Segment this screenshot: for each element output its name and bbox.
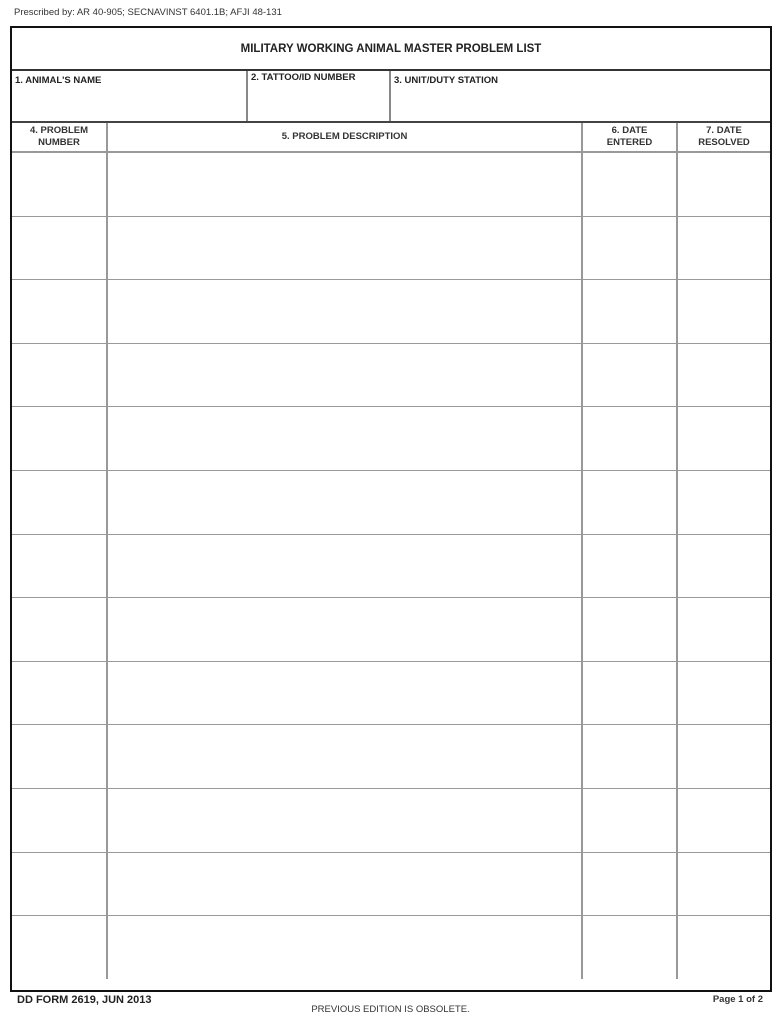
table-cell <box>582 470 677 534</box>
table-cell <box>107 152 582 216</box>
table-row <box>12 534 770 598</box>
tattoo-id-label: 2. TATTOO/ID NUMBER <box>251 72 356 83</box>
problem-number-input[interactable] <box>12 344 106 407</box>
problem-table <box>12 123 770 979</box>
column-header-date-entered: 6. DATE ENTERED <box>582 123 677 152</box>
unit-duty-station-input[interactable] <box>394 94 767 118</box>
table-cell <box>677 470 770 534</box>
form-number: DD FORM 2619, JUN 2013 <box>17 994 152 1006</box>
table-cell <box>582 852 677 916</box>
table-cell <box>107 343 582 407</box>
problem-number-input[interactable] <box>12 916 106 979</box>
table-row <box>12 916 770 979</box>
page-indicator: Page 1 of 2 <box>712 994 763 1005</box>
date-resolved-input[interactable] <box>678 853 770 916</box>
animal-name-input[interactable] <box>15 94 243 118</box>
table-cell <box>677 852 770 916</box>
table-cell <box>677 661 770 725</box>
table-cell <box>677 343 770 407</box>
table-cell <box>12 534 107 598</box>
problem-number-input[interactable] <box>12 725 106 788</box>
problem-description-input[interactable] <box>108 850 581 913</box>
date-resolved-input[interactable] <box>678 217 770 280</box>
table-cell <box>107 534 582 598</box>
table-cell <box>582 216 677 280</box>
date-entered-input[interactable] <box>583 662 676 725</box>
date-resolved-input[interactable] <box>678 662 770 725</box>
table-cell <box>107 280 582 344</box>
date-entered-input[interactable] <box>583 789 676 852</box>
date-resolved-input[interactable] <box>678 471 770 534</box>
table-cell <box>12 216 107 280</box>
table-cell <box>677 725 770 789</box>
problem-description-input[interactable] <box>108 151 581 214</box>
table-cell <box>677 280 770 344</box>
table-cell <box>12 598 107 662</box>
date-entered-input[interactable] <box>583 344 676 407</box>
problem-number-input[interactable] <box>12 280 106 343</box>
animal-name-field <box>12 71 248 121</box>
column-header-date-resolved: 7. DATE RESOLVED <box>677 123 770 152</box>
table-cell <box>677 407 770 471</box>
form-title: MILITARY WORKING ANIMAL MASTER PROBLEM LIST <box>12 28 770 71</box>
problem-description-input[interactable] <box>108 659 581 722</box>
problem-description-input[interactable] <box>108 532 581 595</box>
table-cell <box>582 343 677 407</box>
problem-description-input[interactable] <box>108 468 581 531</box>
table-row <box>12 470 770 534</box>
date-entered-input[interactable] <box>583 407 676 470</box>
table-cell <box>582 788 677 852</box>
date-resolved-input[interactable] <box>678 407 770 470</box>
problem-description-input[interactable] <box>108 596 581 659</box>
date-entered-input[interactable] <box>583 853 676 916</box>
table-cell <box>677 152 770 216</box>
table-row <box>12 788 770 852</box>
problem-description-input[interactable] <box>108 405 581 468</box>
table-row <box>12 152 770 216</box>
table-cell <box>582 598 677 662</box>
date-resolved-input[interactable] <box>678 916 770 979</box>
date-entered-input[interactable] <box>583 217 676 280</box>
date-resolved-input[interactable] <box>678 280 770 343</box>
table-row <box>12 216 770 280</box>
problem-number-input[interactable] <box>12 662 106 725</box>
problem-number-input[interactable] <box>12 407 106 470</box>
table-cell <box>677 788 770 852</box>
date-resolved-input[interactable] <box>678 153 770 216</box>
problem-description-input[interactable] <box>108 214 581 277</box>
table-cell <box>677 598 770 662</box>
problem-number-input[interactable] <box>12 853 106 916</box>
table-cell <box>12 852 107 916</box>
table-cell <box>107 598 582 662</box>
table-cell <box>677 216 770 280</box>
date-resolved-input[interactable] <box>678 535 770 598</box>
date-resolved-input[interactable] <box>678 725 770 788</box>
problem-description-input[interactable] <box>108 723 581 786</box>
table-cell <box>107 661 582 725</box>
table-cell <box>107 788 582 852</box>
identification-fields-row <box>12 71 770 123</box>
table-cell <box>12 343 107 407</box>
table-cell <box>12 725 107 789</box>
problem-description-input[interactable] <box>108 914 581 977</box>
problem-description-input[interactable] <box>108 278 581 341</box>
date-entered-input[interactable] <box>583 598 676 661</box>
problem-number-input[interactable] <box>12 217 106 280</box>
date-resolved-input[interactable] <box>678 598 770 661</box>
date-entered-input[interactable] <box>583 535 676 598</box>
edition-note: PREVIOUS EDITION IS OBSOLETE. <box>311 1004 470 1015</box>
tattoo-id-input[interactable] <box>251 94 386 118</box>
date-entered-input[interactable] <box>583 725 676 788</box>
table-cell <box>12 407 107 471</box>
date-entered-input[interactable] <box>583 153 676 216</box>
column-header-problem-number: 4. PROBLEM NUMBER <box>12 123 107 152</box>
table-cell <box>12 470 107 534</box>
table-cell <box>582 152 677 216</box>
table-cell <box>12 152 107 216</box>
table-cell <box>107 916 582 979</box>
table-cell <box>582 661 677 725</box>
table-cell <box>12 661 107 725</box>
problem-number-input[interactable] <box>12 471 106 534</box>
table-cell <box>107 725 582 789</box>
animal-name-label: 1. ANIMAL'S NAME <box>15 75 102 86</box>
table-cell <box>677 916 770 979</box>
date-entered-input[interactable] <box>583 916 676 979</box>
prescribed-by-text: Prescribed by: AR 40-905; SECNAVINST 6401.1B; AFJI 48-131 <box>14 7 282 18</box>
date-entered-input[interactable] <box>583 280 676 343</box>
table-cell <box>582 725 677 789</box>
unit-duty-station-field <box>391 71 770 121</box>
table-row <box>12 725 770 789</box>
table-cell <box>107 852 582 916</box>
table-cell <box>107 407 582 471</box>
table-row <box>12 598 770 662</box>
tattoo-id-field <box>248 71 391 121</box>
table-cell <box>582 407 677 471</box>
date-resolved-input[interactable] <box>678 344 770 407</box>
unit-duty-station-label: 3. UNIT/DUTY STATION <box>394 75 498 86</box>
problem-number-input[interactable] <box>12 535 106 598</box>
table-cell <box>582 280 677 344</box>
problem-number-input[interactable] <box>12 598 106 661</box>
problem-number-input[interactable] <box>12 153 106 216</box>
problem-description-input[interactable] <box>108 786 581 849</box>
table-cell <box>107 216 582 280</box>
table-cell <box>582 916 677 979</box>
table-cell <box>107 470 582 534</box>
table-row <box>12 852 770 916</box>
date-resolved-input[interactable] <box>678 789 770 852</box>
problem-description-input[interactable] <box>108 341 581 404</box>
problem-list-form <box>10 26 772 992</box>
date-entered-input[interactable] <box>583 471 676 534</box>
table-cell <box>12 916 107 979</box>
table-cell <box>12 280 107 344</box>
table-cell <box>582 534 677 598</box>
table-cell <box>677 534 770 598</box>
table-row <box>12 280 770 344</box>
table-row <box>12 343 770 407</box>
table-row <box>12 661 770 725</box>
problem-table-header <box>12 123 770 152</box>
column-header-problem-description: 5. PROBLEM DESCRIPTION <box>107 123 582 152</box>
table-cell <box>12 788 107 852</box>
problem-number-input[interactable] <box>12 789 106 852</box>
table-row <box>12 407 770 471</box>
